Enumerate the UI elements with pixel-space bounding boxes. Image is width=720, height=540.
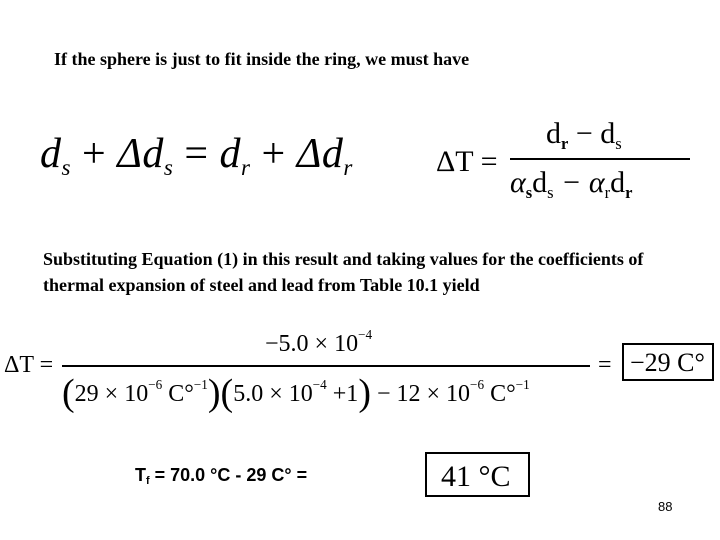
page-number: 88 bbox=[658, 499, 673, 514]
eq3-denominator: ($29 \times 10^{-6}$ $C^\circ^{-1})(5.0 \times 10^{-4} +1) - 12 \times 10^{-6}$ C°$^{-1}$ bbox=[62, 372, 530, 414]
equation-delta-t bbox=[436, 115, 696, 215]
eq1-delta-dr: $\Delta d_r$ bbox=[296, 131, 353, 181]
result-box bbox=[425, 452, 530, 497]
intro-text: If the sphere is just to fit inside the ring, we must have bbox=[54, 49, 470, 69]
eq2-denominator: $\alpha sd_s - \alpha_rdr$ bbox=[510, 166, 633, 202]
answer-value: −29 C° bbox=[630, 348, 705, 377]
answer-box bbox=[622, 343, 714, 381]
eq1-dr: $d_r$ bbox=[219, 131, 251, 181]
eq1-ds: $d_s$ bbox=[40, 131, 71, 181]
equation-fit-condition bbox=[40, 130, 353, 181]
final-temperature-expression: Tf = 70.0 °C - 29 C° = bbox=[135, 465, 308, 488]
eq2-fraction-bar bbox=[510, 158, 690, 160]
eq1-plus2: + bbox=[261, 131, 286, 177]
eq2-numerator: dr − $d_s$ bbox=[546, 117, 622, 153]
equation-numeric bbox=[0, 325, 720, 425]
eq1-delta-ds: $\Delta d_s$ bbox=[117, 131, 174, 181]
eq3-fraction-bar bbox=[62, 365, 590, 367]
eq1-equals: = bbox=[184, 131, 209, 177]
eq2-lhs: ΔT = bbox=[436, 145, 498, 178]
eq3-lhs: ΔT = bbox=[4, 352, 54, 378]
substitution-paragraph: Substituting Equation (1) in this result and taking values for the coefficients of thermal expansion of steel and lead from Table 10.1 yield bbox=[43, 249, 644, 295]
result-value: 41 °C bbox=[441, 460, 511, 493]
eq3-equals: = bbox=[598, 352, 612, 378]
eq3-numerator: $-5.0 \times 10^{-4}$ bbox=[265, 327, 373, 357]
eq1-plus: + bbox=[82, 131, 107, 177]
